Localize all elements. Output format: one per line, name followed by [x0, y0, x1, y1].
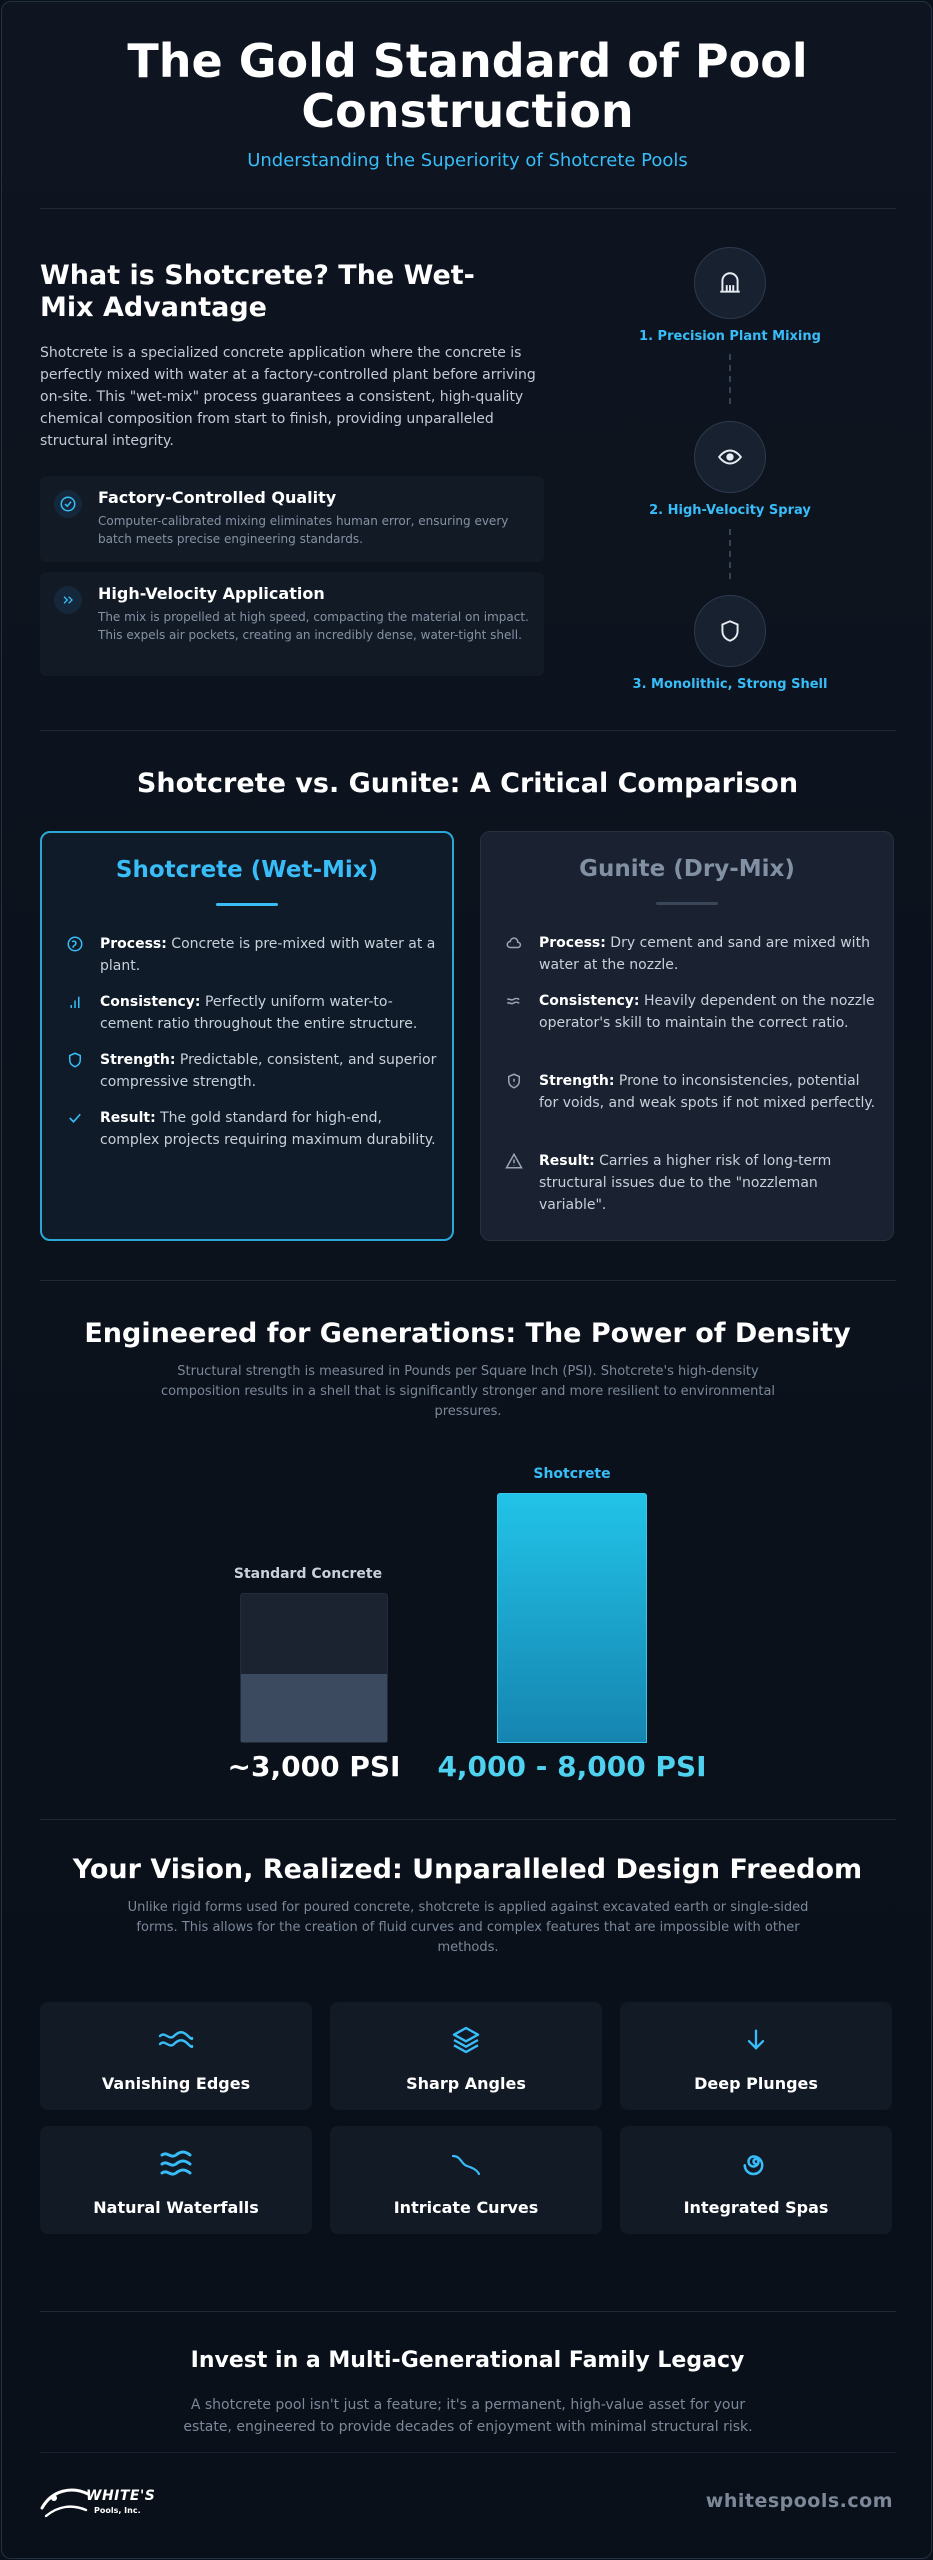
feature-desc: Computer-calibrated mixing eliminates human error, ensuring every batch meets precise engineering standards.	[98, 514, 509, 546]
page-title	[2, 36, 932, 136]
row-text: Heavily dependent on the nozzle operator's skill to maintain the correct ratio.	[539, 993, 875, 1031]
card-title: Gunite (Dry-Mix)	[579, 856, 795, 882]
tile-label: Intricate Curves	[393, 2198, 539, 2217]
website-link[interactable]: whitespools.com	[705, 2490, 893, 2512]
legacy-body: A shotcrete pool isn't just a feature; it's a permanent, high-value asset for your estate, engineered to provide decades of enjoyment with minimal structural risk.	[183, 2397, 753, 2435]
row-text: Dry cement and sand are mixed with water at the nozzle.	[539, 935, 870, 973]
step-label: 1. Precision Plant Mixing	[639, 329, 821, 344]
row-text: Predictable, consistent, and superior compressive strength.	[100, 1052, 437, 1090]
what-body: Shotcrete is a specialized concrete application where the concrete is perfectly mixed with water at a factory-controlled plant before arriving on-site. This "wet-mix" process guarantees a consistent, high-quality chemical composition from start to finish, providing unparalleled structural integrity.	[40, 345, 536, 449]
feature-card-velocity	[40, 572, 544, 676]
shotcrete-card	[40, 831, 454, 1241]
logo-text: WHITE'S	[86, 2488, 156, 2504]
factory-icon	[694, 247, 766, 319]
tile-label: Natural Waterfalls	[93, 2198, 259, 2217]
feature-tile	[330, 2002, 602, 2110]
bar-standard-concrete	[241, 1674, 387, 1742]
comparison-heading: Shotcrete vs. Gunite: A Critical Comparison	[136, 768, 799, 799]
what-heading-line-2: Mix Advantage	[40, 292, 267, 323]
density-heading: Engineered for Generations: The Power of Density	[84, 1318, 851, 1349]
double-chevron-icon	[54, 586, 82, 614]
feature-desc: The mix is propelled at high speed, compacting the material on impact. This expels air pockets, creating an incredibly dense, water-tight shell.	[98, 610, 529, 642]
tile-label: Vanishing Edges	[101, 2074, 251, 2093]
psi-value: 4,000 - 8,000 PSI	[437, 1750, 707, 1783]
tile-label: Deep Plunges	[694, 2074, 818, 2093]
bar-label: Standard Concrete	[233, 1566, 383, 1582]
bar-label: Shotcrete	[533, 1466, 611, 1482]
row-text: Concrete is pre-mixed with water at a plant.	[100, 936, 436, 974]
shield-alert-icon	[505, 1072, 523, 1090]
layers-icon	[448, 2022, 484, 2058]
row-label: Strength:	[100, 1052, 176, 1068]
row-text: Carries a higher risk of long-term structural issues due to the "nozzleman variable".	[539, 1153, 832, 1213]
bar-chart-icon	[66, 993, 84, 1011]
feature-tile	[40, 2002, 312, 2110]
feature-tile	[330, 2126, 602, 2234]
spiral-icon	[738, 2146, 774, 2182]
cloud-icon	[505, 934, 523, 952]
card-accent-bar	[656, 902, 718, 905]
divider	[40, 2452, 896, 2453]
density-body: Structural strength is measured in Pounds per Square Inch (PSI). Shotcrete's high-density composition results in a shell that is significantly stronger and more resilient to environmental pressures.	[160, 1364, 776, 1419]
page-title-line-1: The Gold Standard of Pool	[127, 34, 808, 88]
feature-tile	[40, 2126, 312, 2234]
row-label: Result:	[100, 1110, 156, 1126]
what-heading-line-1: What is Shotcrete? The Wet-	[40, 260, 475, 291]
card-accent-bar	[216, 903, 278, 906]
gunite-card	[480, 831, 894, 1241]
process-icon	[66, 935, 84, 953]
what-heading	[40, 260, 580, 324]
divider	[40, 730, 896, 731]
row-text: Prone to inconsistencies, potential for voids, and weak spots if not mixed perfectly.	[539, 1073, 876, 1111]
tile-label: Sharp Angles	[406, 2074, 526, 2093]
feature-title: High-Velocity Application	[98, 584, 325, 603]
shield-icon	[694, 595, 766, 667]
row-label: Consistency:	[539, 993, 640, 1009]
row-label: Result:	[539, 1153, 595, 1169]
company-logo	[38, 2478, 218, 2526]
shield-icon	[66, 1051, 84, 1069]
step-label: 2. High-Velocity Spray	[649, 503, 811, 518]
row-label: Process:	[539, 935, 606, 951]
row-text: Perfectly uniform water-to-cement ratio throughout the entire structure.	[100, 994, 418, 1032]
design-body: Unlike rigid forms used for poured concrete, shotcrete is applied against excavated earth or single-sided forms. This allows for the creation of fluid curves and complex features that are impossible with other methods.	[127, 1900, 809, 1955]
divider	[40, 208, 896, 209]
warning-icon	[505, 1152, 523, 1170]
eye-icon	[694, 421, 766, 493]
waterfall-icon	[158, 2146, 194, 2182]
design-heading: Your Vision, Realized: Unparalleled Design Freedom	[72, 1854, 863, 1885]
row-label: Consistency:	[100, 994, 201, 1010]
page-subtitle: Understanding the Superiority of Shotcrete Pools	[247, 150, 688, 171]
bar-track	[240, 1593, 388, 1743]
row-label: Strength:	[539, 1073, 615, 1089]
divider	[40, 1280, 896, 1281]
tile-label: Integrated Spas	[683, 2198, 829, 2217]
page-title-line-2: Construction	[301, 84, 634, 138]
feature-tile	[620, 2126, 892, 2234]
step-connector	[729, 354, 731, 404]
bar-track	[497, 1493, 647, 1743]
divider	[40, 1819, 896, 1820]
feature-title: Factory-Controlled Quality	[98, 488, 337, 507]
check-circle-icon	[54, 490, 82, 518]
arrow-down-icon	[738, 2022, 774, 2058]
check-icon	[66, 1109, 84, 1127]
row-label: Process:	[100, 936, 167, 952]
waves-icon	[158, 2022, 194, 2058]
row-text: The gold standard for high-end, complex projects requiring maximum durability.	[100, 1110, 436, 1148]
step-label: 3. Monolithic, Strong Shell	[632, 677, 828, 692]
curve-icon	[448, 2146, 484, 2182]
psi-value: ~3,000 PSI	[227, 1750, 401, 1783]
wind-icon	[505, 992, 523, 1010]
legacy-heading: Invest in a Multi-Generational Family Legacy	[190, 2348, 745, 2373]
feature-card-quality	[40, 476, 544, 562]
feature-tile	[620, 2002, 892, 2110]
infographic	[1, 1, 932, 2559]
card-title: Shotcrete (Wet-Mix)	[115, 857, 379, 883]
step-connector	[729, 529, 731, 579]
logo-subtext: Pools, Inc.	[94, 2506, 141, 2515]
bar-shotcrete	[497, 1493, 647, 1743]
divider	[40, 2311, 896, 2312]
